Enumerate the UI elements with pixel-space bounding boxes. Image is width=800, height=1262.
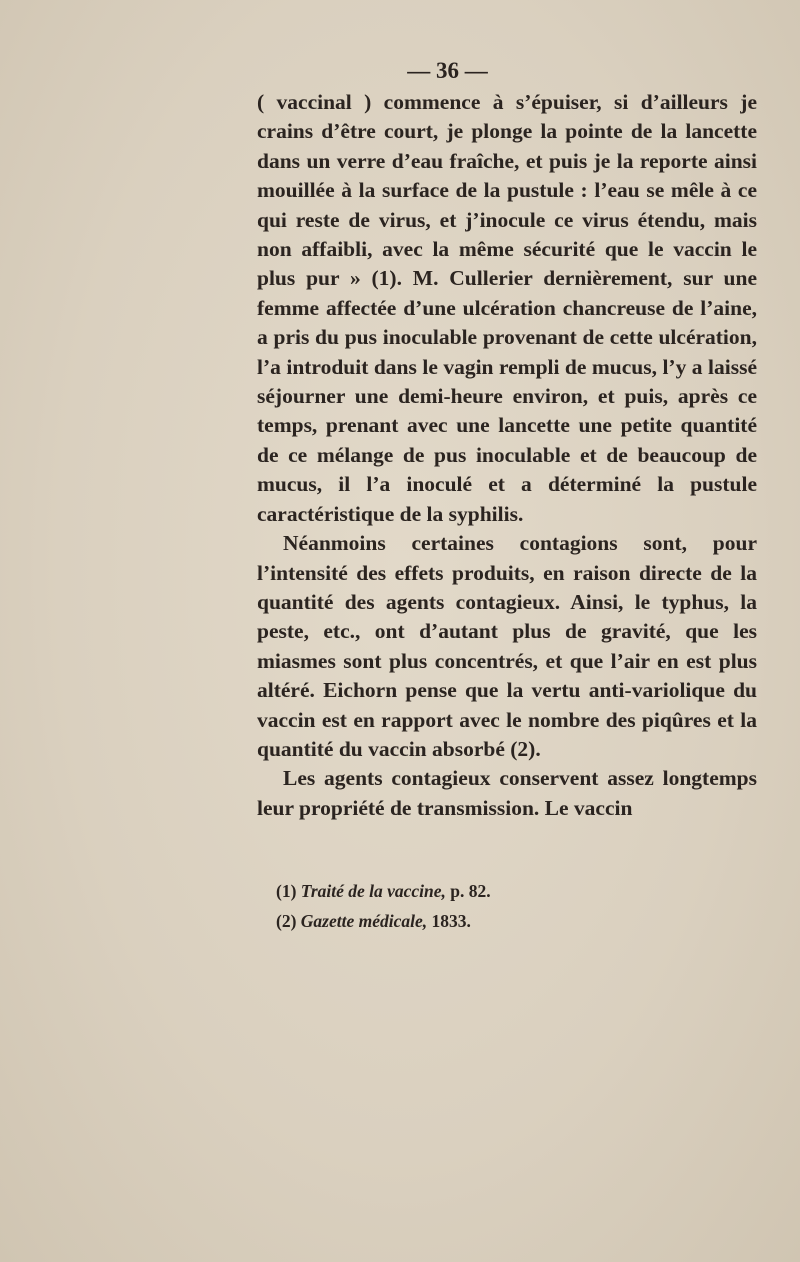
footnote-title: Traité de la vaccine, [300, 881, 446, 901]
footnote-1 [276, 876, 756, 906]
body-text [257, 88, 757, 823]
footnote-title: Gazette médicale, [300, 911, 428, 931]
paragraph-1: ( vaccinal ) commence à s’épuiser, si d’ailleurs je crains d’être court, je plonge la pointe de la lancette dans un verre d’eau fraîche, et puis je la reporte ainsi mouillée à la surface de la pustule : l’eau se mêle à ce qui reste de virus, et j’inocule ce virus étendu, mais non affaibli, avec la même sécurité que le vaccin le plus pur » (1). M. Cullerier dernièrement, sur une femme affectée d’une ulcération chancreuse de l’aine, a pris du pus inoculable provenant de cette ulcération, l’a introduit dans le vagin rempli de mucus, l’y a laissé séjourner une demi-heure environ, et puis, après ce temps, prenant avec une lancette une petite quantité de ce mélange de pus inoculable et de beaucoup de mucus, il l’a inoculé et a déterminé la pustule caractéristique de la syphilis. [257, 90, 757, 526]
footnote-mark: (2) [276, 911, 297, 931]
footnotes [276, 876, 756, 936]
footnote-2 [276, 906, 756, 936]
footnote-mark: (1) [276, 881, 297, 901]
paragraph-3: Les agents contagieux conservent assez longtemps leur propriété de transmission. Le vaccin [257, 766, 757, 820]
page-number: — 36 — [407, 58, 488, 83]
footnote-rest: p. 82. [445, 881, 491, 901]
footnote-rest: 1833. [427, 911, 471, 931]
paragraph-2: Néanmoins certaines contagions sont, pour l’intensité des effets produits, en raison directe de la quantité des agents contagieux. Ainsi, le typhus, la peste, etc., ont d’autant plus de gravité, que les miasmes sont plus concentrés, et que l’air en est plus altéré. Eichorn pense que la vertu anti-variolique du vaccin est en rapport avec le nombre des piqûres et la quantité du vaccin absorbé (2). [257, 531, 757, 761]
